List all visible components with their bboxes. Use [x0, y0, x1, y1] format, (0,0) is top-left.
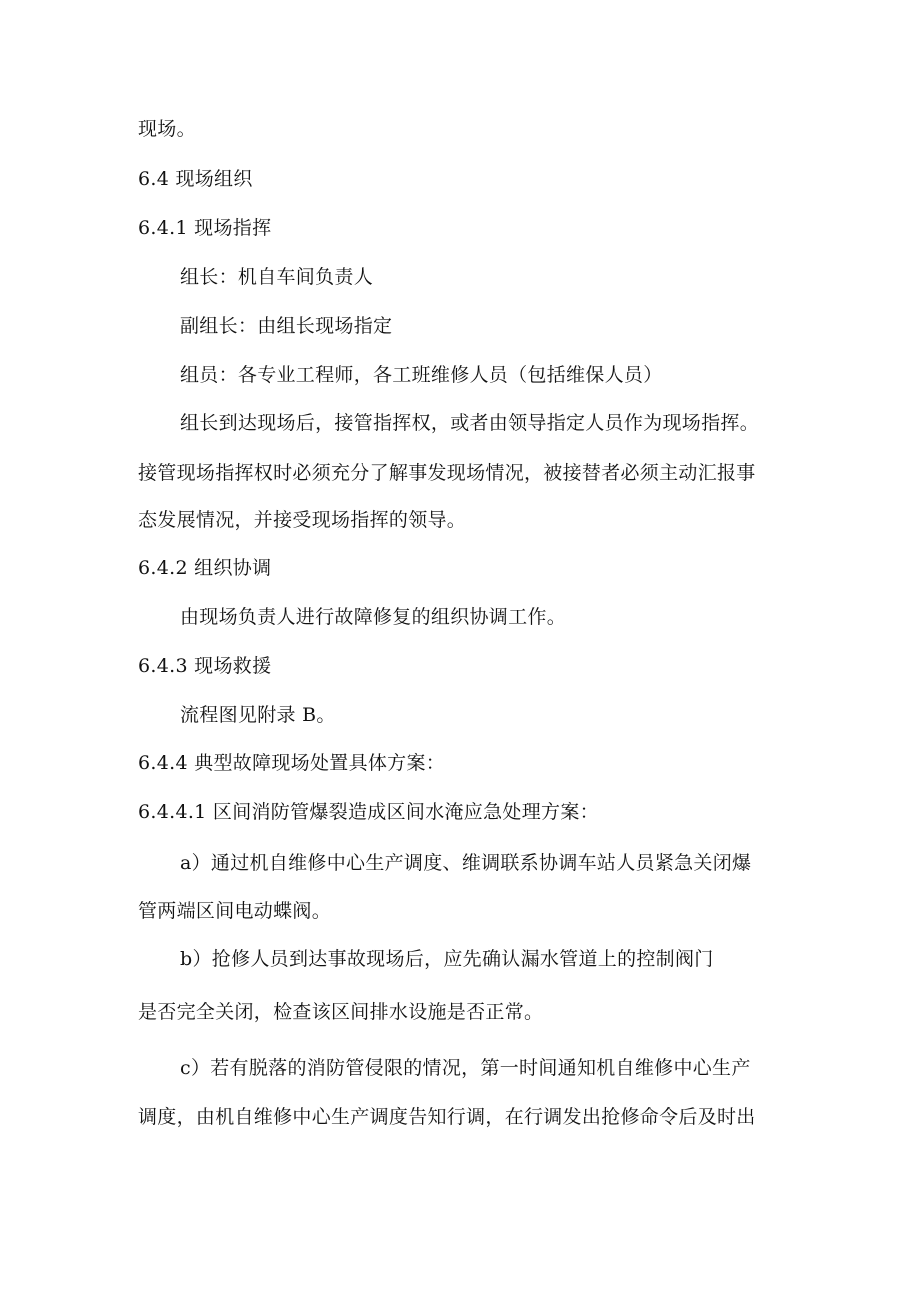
text-line: 副组长：由组长现场指定	[180, 315, 393, 337]
text-line: 组长：机自车间负责人	[180, 266, 374, 288]
subsection-heading: 6.4.1 现场指挥	[138, 217, 272, 239]
text-line: 组员：各专业工程师，各工班维修人员（包括维保人员）	[180, 364, 663, 386]
text-line: 是否完全关闭，检查该区间排水设施是否正常。	[138, 1001, 544, 1023]
subsection-heading: 6.4.4.1 区间消防管爆裂造成区间水淹应急处理方案：	[138, 801, 599, 823]
text-line: c）若有脱落的消防管侵限的情况，第一时间通知机自维修中心生产	[180, 1057, 751, 1079]
text-line: 态发展情况，并接受现场指挥的领导。	[138, 509, 467, 531]
text-line: b）抢修人员到达事故现场后，应先确认漏水管道上的控制阀门	[180, 948, 714, 970]
subsection-heading: 6.4.2 组织协调	[138, 557, 272, 579]
section-heading: 6.4 现场组织	[138, 168, 253, 190]
text-line: 调度，由机自维修中心生产调度告知行调，在行调发出抢修命令后及时出	[138, 1106, 756, 1128]
text-line: 现场。	[138, 118, 196, 140]
text-line: 接管现场指挥权时必须充分了解事发现场情况，被接替者必须主动汇报事	[138, 462, 756, 484]
subsection-heading: 6.4.4 典型故障现场处置具体方案：	[138, 752, 446, 774]
text-line: 由现场负责人进行故障修复的组织协调工作。	[180, 606, 567, 628]
text-line: 流程图见附录 B。	[180, 704, 336, 726]
text-line: 组长到达现场后，接管指挥权，或者由领导指定人员作为现场指挥。	[180, 412, 760, 434]
text-line: a）通过机自维修中心生产调度、维调联系协调车站人员紧急关闭爆	[180, 852, 752, 874]
subsection-heading: 6.4.3 现场救援	[138, 655, 272, 677]
text-line: 管两端区间电动蝶阀。	[138, 900, 332, 922]
